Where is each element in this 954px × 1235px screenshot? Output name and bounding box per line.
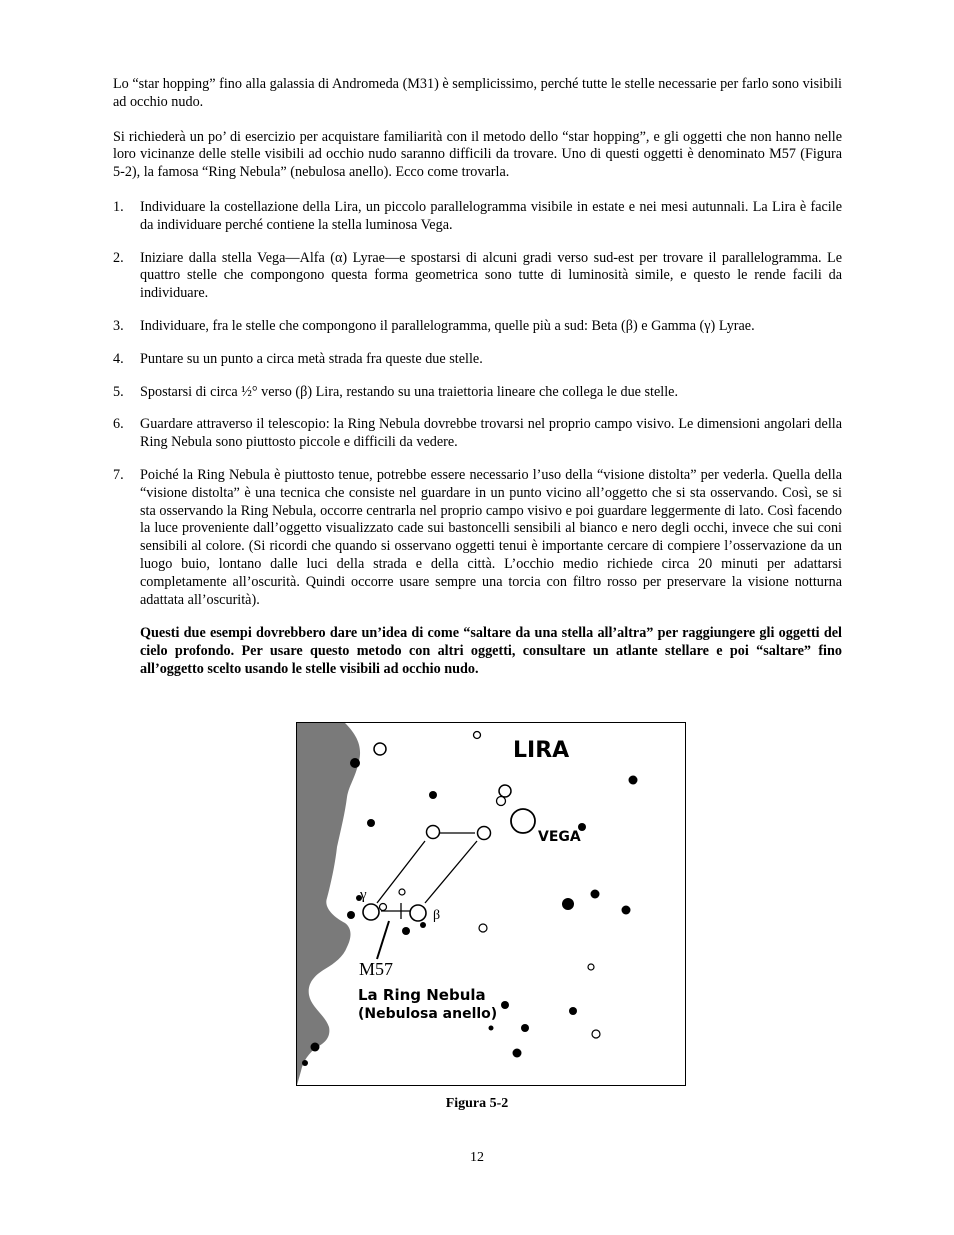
list-item (113, 416, 842, 452)
vega-star (511, 809, 535, 833)
filled-star (420, 922, 426, 928)
filled-star (562, 898, 574, 910)
step-number: 6. (113, 416, 124, 433)
beta-label: β (433, 908, 441, 923)
filled-star (489, 1026, 494, 1031)
step-number: 4. (113, 350, 124, 367)
open-star (588, 964, 594, 970)
steps-list (113, 199, 842, 609)
filled-star (429, 791, 437, 799)
step-text: Puntare su un punto a circa metà strada fra queste due stelle. (140, 350, 483, 367)
intro-paragraph-2: Si richiederà un po’ di esercizio per acquistare familiarità con il metodo dello “star hopping”, e gli oggetti che non hanno nelle loro vicinanze delle stelle visibili ad occhio nudo saranno difficili da trovare. Uno di questi oggetti è denominato M57 (Figura 5-2), la famosa “Ring Nebula” (nebulosa anello). Ecco come trovarla. (113, 128, 842, 181)
step-number: 3. (113, 317, 124, 334)
list-item (113, 384, 842, 402)
step-text: Iniziare dalla stella Vega—Alfa (α) Lyrae—e spostarsi di alcuni gradi verso sud-est per trovare il parallelogramma. Le quattro stelle che compongono questa forma geometrica sono tutte di luminosità simile, e questo le rende facili da individuare. (140, 249, 842, 302)
filled-star (629, 776, 638, 785)
list-item (113, 467, 842, 609)
list-item (113, 250, 842, 303)
open-star (479, 924, 487, 932)
parallelogram-star-upper-right (478, 827, 491, 840)
list-item (113, 199, 842, 235)
chart-title: LIRA (513, 738, 570, 763)
star-chart-svg (297, 723, 685, 1085)
gamma-label: γ (360, 887, 367, 903)
open-star (374, 743, 386, 755)
step-text: Spostarsi di circa ½° verso (β) Lira, restando su una traiettoria lineare che collega le due stelle. (140, 383, 679, 400)
ring-nebula-sublabel: (Nebulosa anello) (358, 1006, 498, 1022)
filled-star (521, 1024, 529, 1032)
vega-label: VEGA (538, 829, 581, 845)
step-text: Poiché la Ring Nebula è piuttosto tenue, potrebbe essere necessario l’uso della “visione distolta” per vederla. Quella della “visione distolta” è una tecnica che consiste nel guardare in un punto vicino all’oggetto che si sta osservando. Così, se si sta osservando la Ring Nebula, occorre centrarla nel proprio campo visivo e poi guardare leggermente di lato. Così facendo la luce proveniente dall’oggetto visualizzato cade sui bastoncelli sensibili al bianco e nero degli occhi, invece che sui coni sensibili al colore. (Si ricordi che quando si osservano oggetti tenui è importante cercare di compiere l’osservazione da un luogo buio, lontano dalle luci della strada e della città. L’occhio medio richiede circa 20 minuti per adattarsi completamente all’oscurità. Quindi occorre usare sempre una torcia con filtro rosso per preservare la visione notturna adattata all’oscurità). (140, 466, 842, 608)
summary-note: Questi due esempi dovrebbero dare un’idea di come “saltare da una stella all’altra” per raggiungere gli oggetti del cielo profondo. Per usare questo metodo con altri oggetti, consultare un atlante stellare e poi “saltare” fino all’oggetto scelto usando le stelle visibili ad occhio nudo. (140, 625, 842, 677)
page-number: 12 (470, 1150, 484, 1165)
step-text: Individuare la costellazione della Lira, un piccolo parallelogramma visibile in estate e nei mesi autunnali. La Lira è facile da individuare perché contiene la stella luminosa Vega. (140, 198, 842, 233)
filled-star (302, 1060, 308, 1066)
ring-nebula-label: La Ring Nebula (358, 986, 486, 1004)
list-item (113, 318, 842, 336)
step-number: 5. (113, 383, 124, 400)
open-star (499, 785, 511, 797)
milky-way-region (297, 723, 360, 1085)
filled-star (350, 758, 360, 768)
filled-star (622, 906, 631, 915)
filled-star (311, 1043, 320, 1052)
parallelogram-right-line (425, 841, 477, 903)
step-number: 7. (113, 466, 124, 483)
lyra-star-chart (296, 722, 686, 1086)
filled-star (402, 927, 410, 935)
m57-label: M57 (359, 959, 394, 979)
intro-paragraph-1: Lo “star hopping” fino alla galassia di Andromeda (M31) è semplicissimo, perché tutte le stelle necessarie per farlo sono visibili ad occhio nudo. (113, 76, 842, 110)
filled-star (347, 911, 355, 919)
figure-caption: Figura 5-2 (445, 1096, 509, 1111)
filled-star (501, 1001, 509, 1009)
step-number: 2. (113, 249, 124, 266)
open-star (380, 904, 387, 911)
open-star (474, 732, 481, 739)
filled-star (569, 1007, 577, 1015)
step-text: Individuare, fra le stelle che compongono il parallelogramma, quelle più a sud: Beta (β) e Gamma (γ) Lyrae. (140, 317, 755, 334)
filled-star (513, 1049, 522, 1058)
open-star (592, 1030, 600, 1038)
parallelogram-star-upper-left (427, 826, 440, 839)
beta-star (410, 905, 426, 921)
open-star (399, 889, 405, 895)
list-item (113, 351, 842, 369)
gamma-star (363, 904, 379, 920)
document-body (113, 76, 842, 679)
step-number: 1. (113, 198, 124, 215)
filled-star (591, 890, 600, 899)
step-text: Guardare attraverso il telescopio: la Ring Nebula dovrebbe trovarsi nel proprio campo visivo. Le dimensioni angolari della Ring Nebula sono piuttosto piccole e difficili da vedere. (140, 416, 842, 451)
m57-pointer-line (377, 921, 389, 959)
filled-star (367, 819, 375, 827)
open-star (497, 797, 506, 806)
